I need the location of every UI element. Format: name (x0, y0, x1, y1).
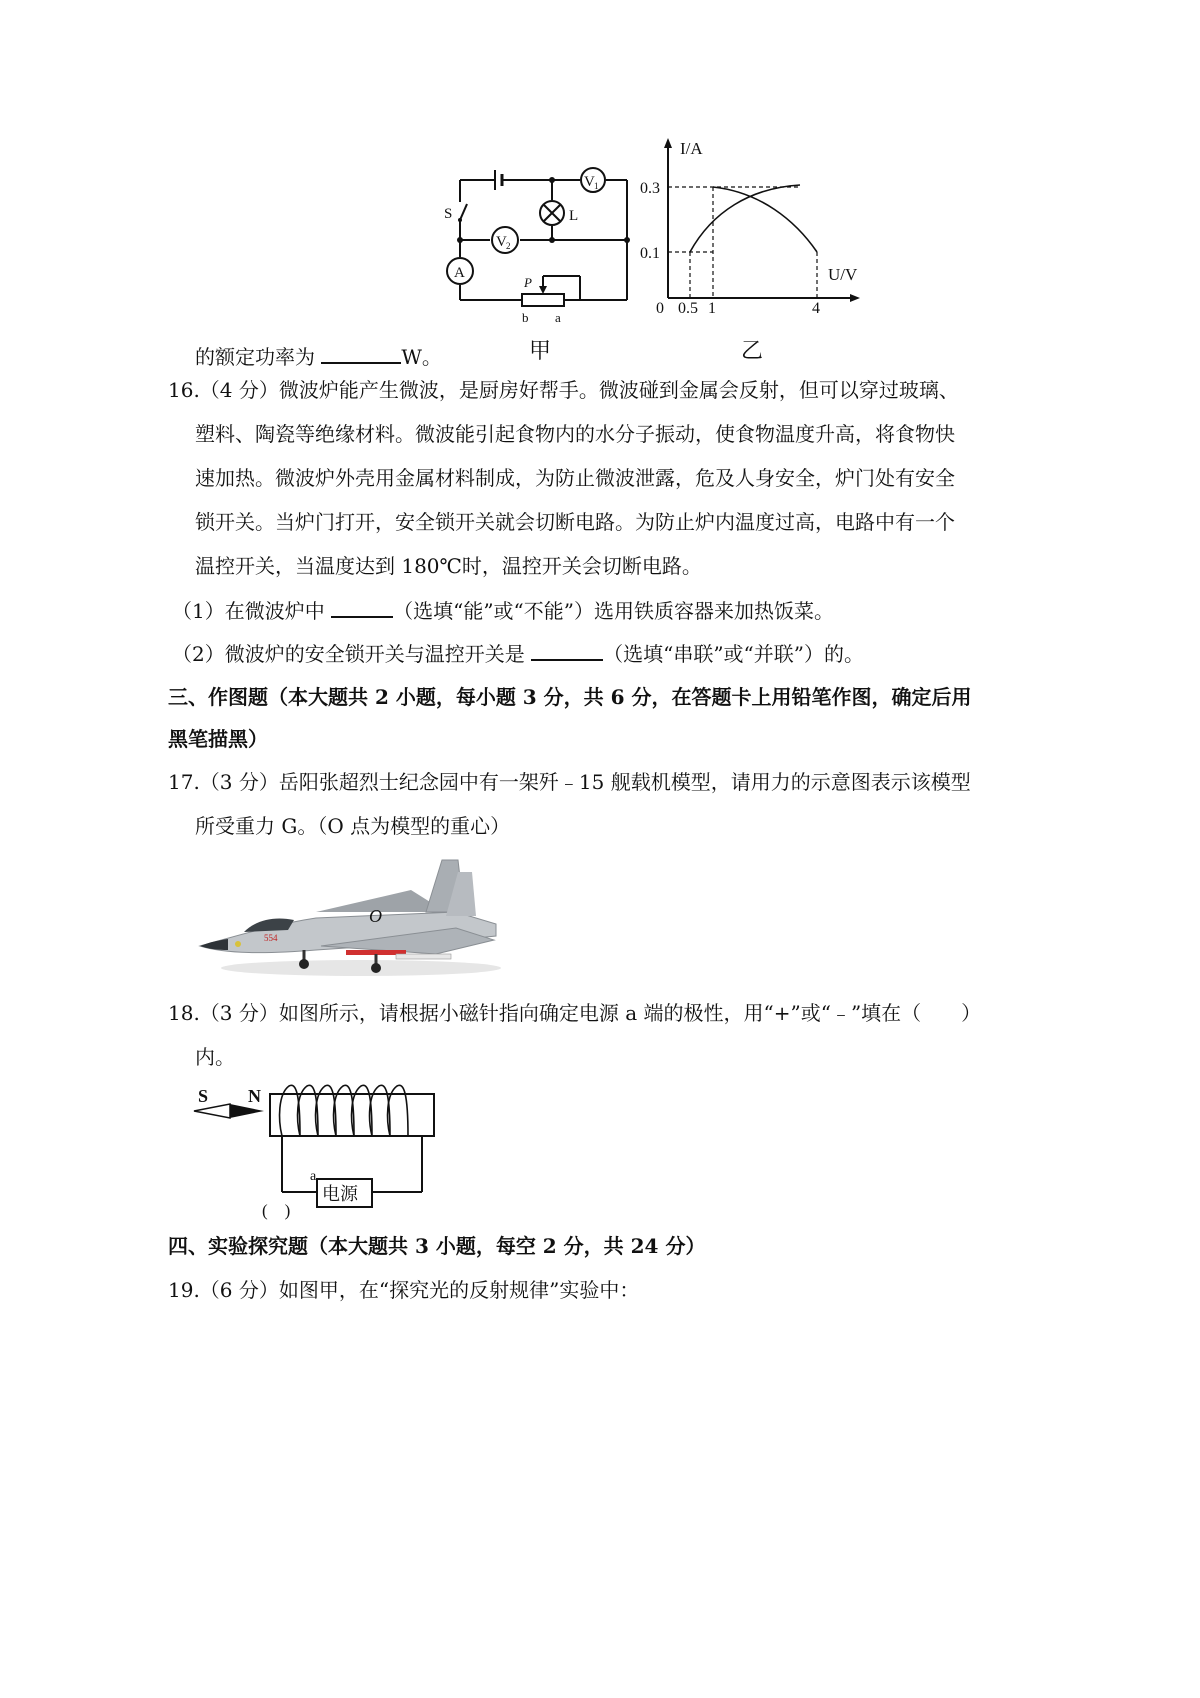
q16-sub-1: （1）在微波炉中 （选填“能”或“不能”）选用铁质容器来加热饭菜。 (172, 599, 834, 623)
power-source-label: 电源 (322, 1184, 358, 1204)
y-tick-0.3: 0.3 (640, 180, 660, 197)
q16-sub-2: （2）微波炉的安全锁开关与温控开关是 （选填“串联”或“并联”）的。 (172, 642, 864, 666)
x-tick-1: 1 (708, 300, 716, 317)
circuit-diagram (440, 160, 640, 330)
q16-line-1: 16.（4 分）微波炉能产生微波，是厨房好帮手。微波碰到金属会反射，但可以穿过玻璃、 (168, 378, 959, 402)
q18-line-2: 内。 (195, 1045, 235, 1069)
terminal-a-label: a (310, 1169, 317, 1184)
figure-caption-yi: 乙 (741, 339, 764, 364)
q18-line-1: 18.（3 分）如图所示，请根据小磁针指向确定电源 a 端的极性，用“+”或“﹣”填在（ ） (168, 1001, 982, 1025)
y-tick-0.1: 0.1 (640, 245, 660, 262)
svg-text:1: 1 (594, 181, 599, 191)
answer-blank (531, 641, 603, 661)
needle-south-label: S (198, 1086, 209, 1106)
voltmeter-1-label: V (584, 174, 595, 190)
section-3-heading: 三、作图题（本大题共 2 小题，每小题 3 分，共 6 分，在答题卡上用铅笔作图，确定后用 (168, 685, 972, 709)
q16-line-2: 塑料、陶瓷等绝缘材料。微波能引起食物内的水分子振动，使食物温度升高，将食物快 (195, 422, 955, 446)
x-tick-4: 4 (812, 300, 820, 317)
x-tick-0.5: 0.5 (678, 300, 698, 317)
rheostat-end-a: a (555, 310, 561, 325)
q17-line-1: 17.（3 分）岳阳张超烈士纪念园中有一架歼﹣15 舰载机模型，请用力的示意图表示该模型 (168, 770, 971, 794)
q17-line-2: 所受重力 G。（O 点为模型的重心） (195, 814, 511, 838)
answer-brackets: ( ) (262, 1201, 291, 1220)
voltmeter-2-label: V (496, 234, 507, 250)
section-3-heading-cont: 黑笔描黑） (168, 727, 268, 751)
svg-text:2: 2 (506, 241, 511, 251)
center-of-gravity-label: O (369, 906, 382, 926)
figure-caption-jia: 甲 (529, 339, 552, 364)
rheostat-end-b: b (522, 310, 529, 325)
answer-blank (331, 598, 393, 618)
q16-line-5: 温控开关，当温度达到 180℃时，温控开关会切断电路。 (195, 554, 702, 578)
curve-falling (713, 187, 817, 252)
q15-tail: 的额定功率为 W。 (195, 345, 442, 369)
q16-line-3: 速加热。微波炉外壳用金属材料制成，为防止微波泄露，危及人身安全，炉门处有安全 (195, 466, 955, 490)
x-axis-label: U/V (828, 265, 858, 284)
plane-marking: 554 (264, 933, 278, 943)
lamp-label: L (569, 208, 579, 224)
fighter-jet-model-image (196, 850, 511, 985)
ammeter-label: A (454, 265, 465, 281)
slider-label: P (524, 275, 532, 290)
origin-label: 0 (656, 300, 664, 317)
iu-graph (640, 130, 870, 325)
needle-north-label: N (248, 1086, 261, 1106)
solenoid-diagram (192, 1080, 452, 1220)
section-4-heading: 四、实验探究题（本大题共 3 小题，每空 2 分，共 24 分） (168, 1234, 706, 1258)
q16-line-4: 锁开关。当炉门打开，安全锁开关就会切断电路。为防止炉内温度过高，电路中有一个 (195, 510, 955, 534)
q19-line-1: 19.（6 分）如图甲，在“探究光的反射规律”实验中： (168, 1278, 640, 1302)
answer-blank (321, 344, 401, 364)
y-axis-label: I/A (680, 139, 703, 158)
switch-label: S (444, 206, 453, 222)
